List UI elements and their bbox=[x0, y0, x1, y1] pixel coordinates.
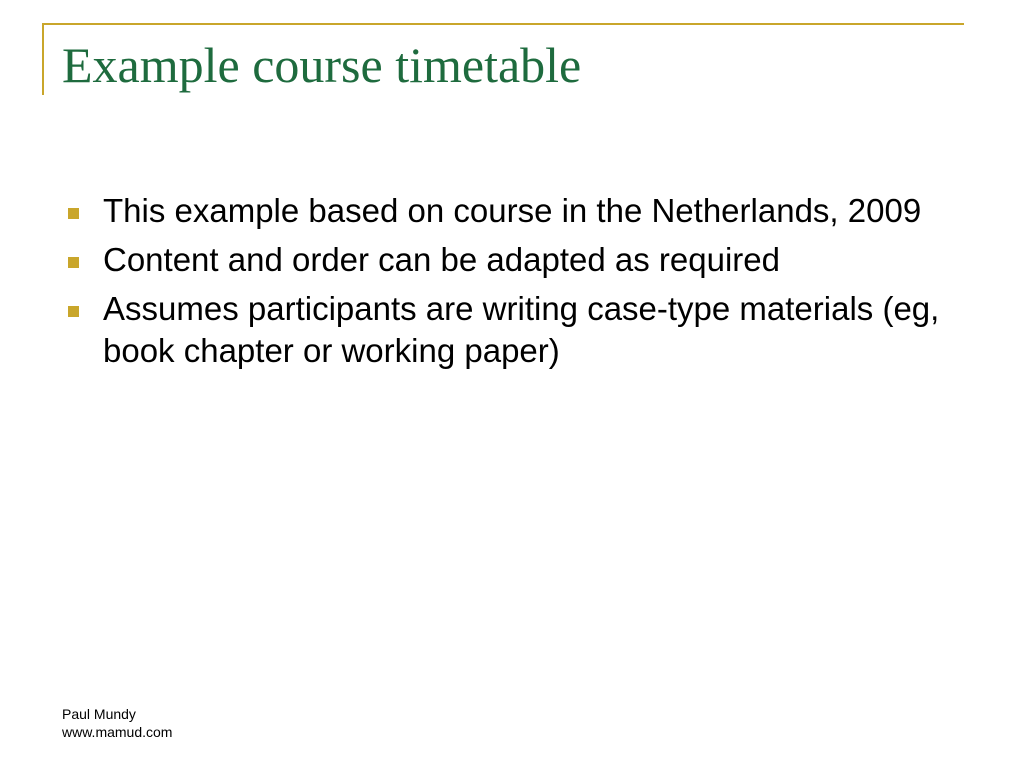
slide-title: Example course timetable bbox=[62, 37, 582, 93]
square-bullet-icon bbox=[68, 208, 79, 219]
bullet-item bbox=[60, 239, 980, 281]
bullet-item bbox=[60, 288, 980, 372]
square-bullet-icon bbox=[68, 306, 79, 317]
bullet-text: Content and order can be adapted as required bbox=[103, 240, 780, 278]
bullet-text: This example based on course in the Netherlands, 2009 bbox=[103, 192, 922, 229]
frame-top-rule bbox=[42, 23, 964, 25]
bullet-item bbox=[60, 190, 980, 232]
bullet-list bbox=[60, 190, 980, 379]
frame-left-rule bbox=[42, 23, 44, 95]
footer-website: www.mamud.com bbox=[62, 724, 173, 741]
footer-author: Paul Mundy bbox=[62, 706, 136, 722]
square-bullet-icon bbox=[68, 257, 79, 268]
bullet-text: Assumes participants are writing case-type materials (eg, book chapter or working paper) bbox=[103, 289, 940, 369]
footer bbox=[62, 705, 172, 741]
